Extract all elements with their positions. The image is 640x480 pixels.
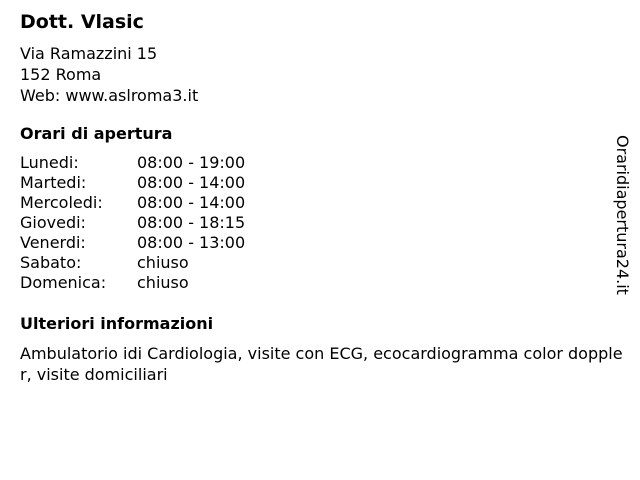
time-value: 08:00 - 14:00 [137,173,246,192]
day-label: Venerdi: [20,233,86,252]
page-title: Dott. Vlasic [20,11,144,33]
day-label: Lunedi: [20,153,79,172]
hours-row-sunday [20,273,280,293]
day-label: Martedi: [20,173,87,192]
time-value: chiuso [137,253,189,272]
hours-heading: Orari di apertura [20,124,173,143]
street-address: Via Ramazzini 15 [20,44,158,63]
info-text: Ambulatorio idi Cardiologia, visite con ECG, ecocardiogramma color doppler, visite domiciliari [20,344,623,384]
day-label: Domenica: [20,273,107,292]
time-value: 08:00 - 19:00 [137,153,246,172]
hours-row-monday [20,153,280,173]
time-value: 08:00 - 14:00 [137,193,246,212]
time-value: 08:00 - 18:15 [137,213,246,232]
website: Web: www.aslroma3.it [20,86,199,105]
hours-row-tuesday [20,173,280,193]
hours-row-saturday [20,253,280,273]
site-watermark: Oraridiapertura24.it [613,135,632,295]
day-label: Mercoledi: [20,193,103,212]
time-value: 08:00 - 13:00 [137,233,246,252]
info-heading: Ulteriori informazioni [20,314,214,333]
hours-row-thursday [20,213,280,233]
opening-hours-table [20,153,280,293]
hours-row-wednesday [20,193,280,213]
hours-row-friday [20,233,280,253]
day-label: Sabato: [20,253,82,272]
time-value: chiuso [137,273,189,292]
day-label: Giovedi: [20,213,86,232]
city: 152 Roma [20,65,102,84]
address-block [20,43,198,106]
